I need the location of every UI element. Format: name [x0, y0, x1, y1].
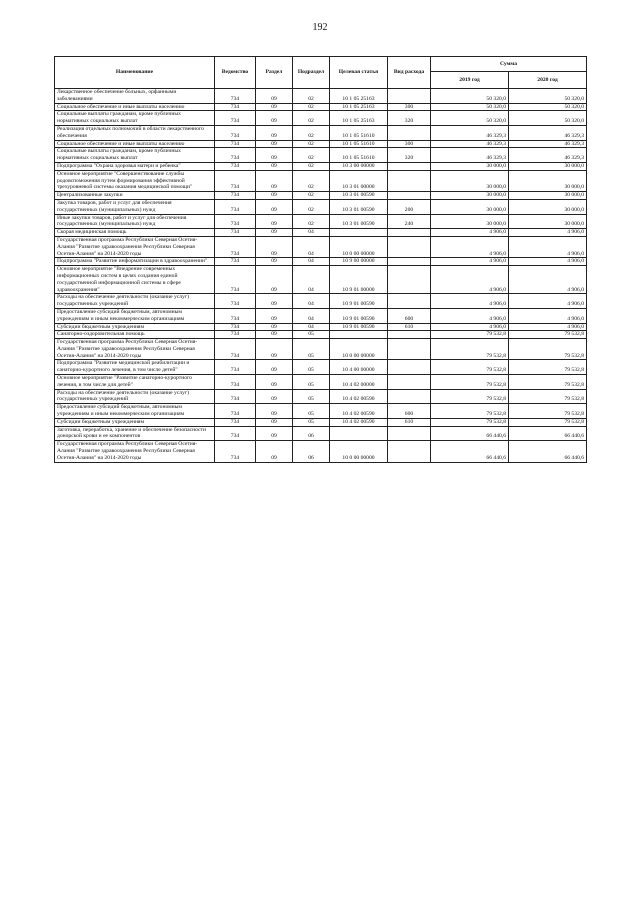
- row-sum-2020: 30 000,0: [509, 199, 587, 214]
- row-sum-2020: 79 532,8: [509, 375, 587, 390]
- row-subsection: 04: [293, 308, 330, 323]
- row-department: 734: [215, 170, 256, 191]
- row-target-article: 10 9 01 00590: [330, 294, 388, 309]
- row-sum-2020: 79 532,8: [509, 339, 587, 360]
- row-section: 09: [256, 236, 293, 257]
- table-row: [55, 103, 587, 111]
- table-row: [55, 111, 587, 126]
- row-sum-2020: 46 329,3: [509, 140, 587, 148]
- table-row: [55, 148, 587, 163]
- row-expense-type: [388, 236, 431, 257]
- row-department: 734: [215, 103, 256, 111]
- row-department: 734: [215, 339, 256, 360]
- row-expense-type: [388, 89, 431, 104]
- row-name: Основное мероприятие "Внедрение современных информационных систем в целях создания единой государственной информационной системы в сфере здравоохранения": [55, 266, 215, 294]
- row-target-article: 10 9 01 00590: [330, 308, 388, 323]
- row-target-article: 10 0 00 00000: [330, 339, 388, 360]
- row-name: Санаторно-оздоровительная помощь: [55, 331, 215, 339]
- row-subsection: 04: [293, 323, 330, 331]
- row-sum-2019: 46 329,3: [431, 125, 509, 140]
- row-name: Лекарственное обеспечение больных, орфанными заболеваниями: [55, 89, 215, 104]
- table-body: [55, 89, 587, 463]
- row-section: 09: [256, 140, 293, 148]
- table-row: [55, 331, 587, 339]
- row-subsection: 02: [293, 148, 330, 163]
- row-target-article: 10 0 00 00000: [330, 236, 388, 257]
- table-row: [55, 294, 587, 309]
- row-sum-2019: 50 320,0: [431, 111, 509, 126]
- row-section: 09: [256, 375, 293, 390]
- row-expense-type: [388, 339, 431, 360]
- row-subsection: 05: [293, 331, 330, 339]
- table-row: [55, 192, 587, 200]
- row-target-article: 10 1 05 25163: [330, 103, 388, 111]
- row-subsection: 02: [293, 140, 330, 148]
- row-subsection: 02: [293, 214, 330, 229]
- row-expense-type: [388, 389, 431, 404]
- row-name: Государственная программа Республики Северная Осетия-Алания "Развитие здравоохранения Республики Северная Осетия-Алания" на 2014-2020 годы: [55, 339, 215, 360]
- table-row: [55, 162, 587, 170]
- row-department: 734: [215, 308, 256, 323]
- row-expense-type: [388, 266, 431, 294]
- row-expense-type: 320: [388, 111, 431, 126]
- table-row: [55, 170, 587, 191]
- row-name: Социальное обеспечение и иные выплаты населению: [55, 140, 215, 148]
- row-subsection: 05: [293, 418, 330, 426]
- row-sum-2020: 4 906,0: [509, 294, 587, 309]
- row-sum-2019: 30 000,0: [431, 192, 509, 200]
- row-target-article: 10 4 00 00000: [330, 360, 388, 375]
- header-department: Ведомство: [215, 57, 256, 89]
- table-header: [55, 57, 587, 89]
- header-expense-type: Вид расхода: [388, 57, 431, 89]
- table-row: [55, 404, 587, 419]
- row-sum-2019: 79 532,8: [431, 375, 509, 390]
- row-department: 734: [215, 140, 256, 148]
- row-expense-type: 200: [388, 199, 431, 214]
- row-sum-2020: 79 532,8: [509, 418, 587, 426]
- row-sum-2019: 4 906,0: [431, 229, 509, 237]
- table-row: [55, 441, 587, 462]
- row-sum-2020: 4 906,0: [509, 308, 587, 323]
- row-target-article: [330, 229, 388, 237]
- row-target-article: 10 1 05 25163: [330, 111, 388, 126]
- row-sum-2019: 79 532,8: [431, 418, 509, 426]
- row-target-article: 10 3 01 00590: [330, 199, 388, 214]
- table-row: [55, 236, 587, 257]
- row-sum-2019: 30 000,0: [431, 162, 509, 170]
- row-sum-2020: 79 532,8: [509, 404, 587, 419]
- row-department: 734: [215, 418, 256, 426]
- row-name: Заготовка, переработка, хранение и обеспечение безопасности донорской крови и ее компонентов: [55, 426, 215, 441]
- row-sum-2019: 30 000,0: [431, 199, 509, 214]
- row-department: 734: [215, 441, 256, 462]
- row-subsection: 02: [293, 111, 330, 126]
- row-name: Скорая медицинская помощь: [55, 229, 215, 237]
- row-sum-2019: 4 906,0: [431, 236, 509, 257]
- row-expense-type: 240: [388, 214, 431, 229]
- row-department: 734: [215, 360, 256, 375]
- row-subsection: 02: [293, 199, 330, 214]
- row-sum-2019: 50 320,0: [431, 89, 509, 104]
- table-row: [55, 214, 587, 229]
- row-target-article: 10 1 05 25163: [330, 89, 388, 104]
- row-section: 09: [256, 229, 293, 237]
- header-target-article: Целевая статья: [330, 57, 388, 89]
- row-name: Иные закупки товаров, работ и услуг для обеспечения государственных (муниципальных) нужд: [55, 214, 215, 229]
- row-sum-2019: 50 320,0: [431, 103, 509, 111]
- row-sum-2020: 50 320,0: [509, 103, 587, 111]
- row-department: 734: [215, 111, 256, 126]
- row-subsection: 02: [293, 192, 330, 200]
- row-sum-2019: 79 532,8: [431, 404, 509, 419]
- row-sum-2020: 79 532,8: [509, 331, 587, 339]
- row-sum-2019: 79 532,8: [431, 360, 509, 375]
- row-target-article: 10 9 00 00000: [330, 258, 388, 266]
- row-sum-2020: 4 906,0: [509, 236, 587, 257]
- budget-table: [54, 56, 587, 463]
- row-sum-2019: 4 906,0: [431, 323, 509, 331]
- row-target-article: [330, 426, 388, 441]
- row-sum-2019: 4 906,0: [431, 294, 509, 309]
- row-section: 09: [256, 294, 293, 309]
- header-name: Наименование: [55, 57, 215, 89]
- row-section: 09: [256, 125, 293, 140]
- row-department: 734: [215, 404, 256, 419]
- row-sum-2019: 46 329,3: [431, 148, 509, 163]
- row-name: Социальные выплаты гражданам, кроме публичных нормативных социальных выплат: [55, 111, 215, 126]
- row-sum-2020: 46 329,3: [509, 148, 587, 163]
- row-target-article: 10 4 02 00590: [330, 404, 388, 419]
- row-target-article: 10 4 02 00590: [330, 389, 388, 404]
- row-target-article: 10 4 02 00590: [330, 418, 388, 426]
- row-subsection: 06: [293, 426, 330, 441]
- row-section: 09: [256, 192, 293, 200]
- header-year-2019: 2019 год: [431, 72, 509, 89]
- table-row: [55, 266, 587, 294]
- row-sum-2020: 46 329,3: [509, 125, 587, 140]
- row-section: 09: [256, 308, 293, 323]
- row-expense-type: 600: [388, 404, 431, 419]
- row-department: 734: [215, 294, 256, 309]
- row-sum-2019: 66 440,6: [431, 441, 509, 462]
- row-sum-2019: 30 000,0: [431, 170, 509, 191]
- header-subsection: Подраздел: [293, 57, 330, 89]
- row-name: Основное мероприятие "Развитие санаторно-курортного лечения, в том числе для детей": [55, 375, 215, 390]
- row-expense-type: [388, 258, 431, 266]
- row-sum-2020: 4 906,0: [509, 266, 587, 294]
- row-department: 734: [215, 89, 256, 104]
- table-row: [55, 125, 587, 140]
- row-subsection: 06: [293, 441, 330, 462]
- row-subsection: 02: [293, 103, 330, 111]
- row-name: Предоставление субсидий бюджетным, автономным учреждениям и иным некоммерческим организациям: [55, 308, 215, 323]
- row-subsection: 02: [293, 89, 330, 104]
- row-department: 734: [215, 389, 256, 404]
- row-name: Субсидии бюджетным учреждениям: [55, 323, 215, 331]
- row-sum-2020: 30 000,0: [509, 192, 587, 200]
- row-sum-2020: 4 906,0: [509, 229, 587, 237]
- row-department: 734: [215, 375, 256, 390]
- row-section: 09: [256, 441, 293, 462]
- row-name: Расходы на обеспечение деятельности (оказание услуг) государственных учреждений: [55, 294, 215, 309]
- row-target-article: 10 3 00 00000: [330, 162, 388, 170]
- row-department: 734: [215, 162, 256, 170]
- row-subsection: 04: [293, 236, 330, 257]
- row-section: 09: [256, 258, 293, 266]
- row-target-article: 10 3 01 00000: [330, 170, 388, 191]
- row-section: 09: [256, 199, 293, 214]
- row-subsection: 02: [293, 125, 330, 140]
- row-department: 734: [215, 331, 256, 339]
- row-subsection: 04: [293, 258, 330, 266]
- row-department: 734: [215, 426, 256, 441]
- row-sum-2020: 30 000,0: [509, 170, 587, 191]
- row-sum-2019: 79 532,8: [431, 389, 509, 404]
- row-name: Социальные выплаты гражданам, кроме публичных нормативных социальных выплат: [55, 148, 215, 163]
- row-department: 734: [215, 199, 256, 214]
- row-section: 09: [256, 103, 293, 111]
- row-department: 734: [215, 258, 256, 266]
- row-subsection: 04: [293, 266, 330, 294]
- row-sum-2019: 79 532,8: [431, 331, 509, 339]
- row-expense-type: [388, 229, 431, 237]
- row-department: 734: [215, 236, 256, 257]
- row-section: 09: [256, 148, 293, 163]
- row-target-article: 10 9 01 00000: [330, 266, 388, 294]
- row-expense-type: 610: [388, 323, 431, 331]
- row-sum-2020: 50 320,0: [509, 111, 587, 126]
- row-department: 734: [215, 148, 256, 163]
- row-expense-type: 320: [388, 148, 431, 163]
- row-expense-type: [388, 331, 431, 339]
- row-department: 734: [215, 125, 256, 140]
- row-section: 09: [256, 214, 293, 229]
- row-sum-2019: 4 906,0: [431, 308, 509, 323]
- row-subsection: 04: [293, 229, 330, 237]
- table-row: [55, 360, 587, 375]
- row-sum-2020: 30 000,0: [509, 162, 587, 170]
- row-subsection: 05: [293, 375, 330, 390]
- row-department: 734: [215, 323, 256, 331]
- row-sum-2019: 79 532,8: [431, 339, 509, 360]
- table-row: [55, 89, 587, 104]
- page-number: 192: [312, 22, 328, 33]
- row-section: 09: [256, 389, 293, 404]
- row-expense-type: [388, 375, 431, 390]
- row-subsection: 05: [293, 389, 330, 404]
- table-row: [55, 308, 587, 323]
- row-sum-2020: 30 000,0: [509, 214, 587, 229]
- table-row: [55, 389, 587, 404]
- row-section: 09: [256, 323, 293, 331]
- row-section: 09: [256, 426, 293, 441]
- row-department: 734: [215, 229, 256, 237]
- row-expense-type: 300: [388, 103, 431, 111]
- row-department: 734: [215, 266, 256, 294]
- row-name: Расходы на обеспечение деятельности (оказание услуг) государственных учреждений: [55, 389, 215, 404]
- row-section: 09: [256, 111, 293, 126]
- row-sum-2020: 66 440,6: [509, 426, 587, 441]
- table-row: [55, 418, 587, 426]
- row-sum-2020: 66 440,6: [509, 441, 587, 462]
- row-expense-type: [388, 170, 431, 191]
- row-subsection: 05: [293, 339, 330, 360]
- row-section: 09: [256, 418, 293, 426]
- row-sum-2019: 46 329,3: [431, 140, 509, 148]
- row-subsection: 02: [293, 162, 330, 170]
- row-section: 09: [256, 360, 293, 375]
- row-name: Субсидии бюджетным учреждениям: [55, 418, 215, 426]
- row-section: 09: [256, 162, 293, 170]
- row-sum-2020: 4 906,0: [509, 323, 587, 331]
- row-name: Предоставление субсидий бюджетным, автономным учреждениям и иным некоммерческим организациям: [55, 404, 215, 419]
- table-row: [55, 140, 587, 148]
- row-sum-2020: 79 532,8: [509, 360, 587, 375]
- row-target-article: 10 1 05 51610: [330, 125, 388, 140]
- row-subsection: 05: [293, 360, 330, 375]
- table-row: [55, 426, 587, 441]
- table-row: [55, 323, 587, 331]
- row-expense-type: [388, 426, 431, 441]
- row-sum-2019: 66 440,6: [431, 426, 509, 441]
- row-expense-type: 300: [388, 140, 431, 148]
- row-name: Закупка товаров, работ и услуг для обеспечения государственных (муниципальных) нужд: [55, 199, 215, 214]
- row-sum-2020: 79 532,8: [509, 389, 587, 404]
- table-row: [55, 375, 587, 390]
- header-year-2020: 2020 год: [509, 72, 587, 89]
- row-name: Основное мероприятие "Совершенствование службы родовспоможения путем формирования эффективной трехуровневой системы оказания медицинской помощи": [55, 170, 215, 191]
- row-target-article: 10 1 05 51610: [330, 140, 388, 148]
- row-sum-2019: 4 906,0: [431, 258, 509, 266]
- row-name: Государственная программа Республики Северная Осетия-Алания "Развитие здравоохранения Республики Северная Осетия-Алания" на 2014-2020 годы: [55, 441, 215, 462]
- row-name: Социальное обеспечение и иные выплаты населению: [55, 103, 215, 111]
- row-name: Реализация отдельных полномочий в области лекарственного обеспечения: [55, 125, 215, 140]
- row-subsection: 04: [293, 294, 330, 309]
- row-target-article: [330, 331, 388, 339]
- row-section: 09: [256, 404, 293, 419]
- row-section: 09: [256, 170, 293, 191]
- row-name: Государственная программа Республики Северная Осетия-Алания "Развитие здравоохранения Республики Северная Осетия-Алания" на 2014-2020 годы: [55, 236, 215, 257]
- header-sum: Сумма: [431, 57, 587, 72]
- row-name: Централизованные закупки: [55, 192, 215, 200]
- row-expense-type: 610: [388, 418, 431, 426]
- row-target-article: 10 4 02 00000: [330, 375, 388, 390]
- row-subsection: 05: [293, 404, 330, 419]
- row-target-article: 10 9 01 00590: [330, 323, 388, 331]
- row-subsection: 02: [293, 170, 330, 191]
- row-section: 09: [256, 331, 293, 339]
- row-target-article: 10 0 00 00000: [330, 441, 388, 462]
- row-target-article: 10 3 01 00590: [330, 192, 388, 200]
- row-expense-type: [388, 360, 431, 375]
- row-section: 09: [256, 266, 293, 294]
- row-expense-type: [388, 294, 431, 309]
- row-department: 734: [215, 214, 256, 229]
- row-name: Подпрограмма "Развитие информатизации в здравоохранении": [55, 258, 215, 266]
- row-sum-2020: 4 906,0: [509, 258, 587, 266]
- row-sum-2019: 4 906,0: [431, 266, 509, 294]
- row-expense-type: [388, 125, 431, 140]
- row-name: Подпрограмма "Развитие медицинской реабилитации и санаторно-курортного лечения, в том числе детей": [55, 360, 215, 375]
- row-sum-2020: 50 320,0: [509, 89, 587, 104]
- row-target-article: 10 1 05 51610: [330, 148, 388, 163]
- table-row: [55, 229, 587, 237]
- row-department: 734: [215, 192, 256, 200]
- row-section: 09: [256, 339, 293, 360]
- row-expense-type: [388, 441, 431, 462]
- table-row: [55, 339, 587, 360]
- row-sum-2019: 30 000,0: [431, 214, 509, 229]
- row-name: Подпрограмма "Охрана здоровья матери и ребенка": [55, 162, 215, 170]
- table-row: [55, 258, 587, 266]
- row-expense-type: [388, 192, 431, 200]
- row-expense-type: 600: [388, 308, 431, 323]
- row-target-article: 10 3 01 00590: [330, 214, 388, 229]
- row-expense-type: [388, 162, 431, 170]
- table-row: [55, 199, 587, 214]
- header-section: Раздел: [256, 57, 293, 89]
- row-section: 09: [256, 89, 293, 104]
